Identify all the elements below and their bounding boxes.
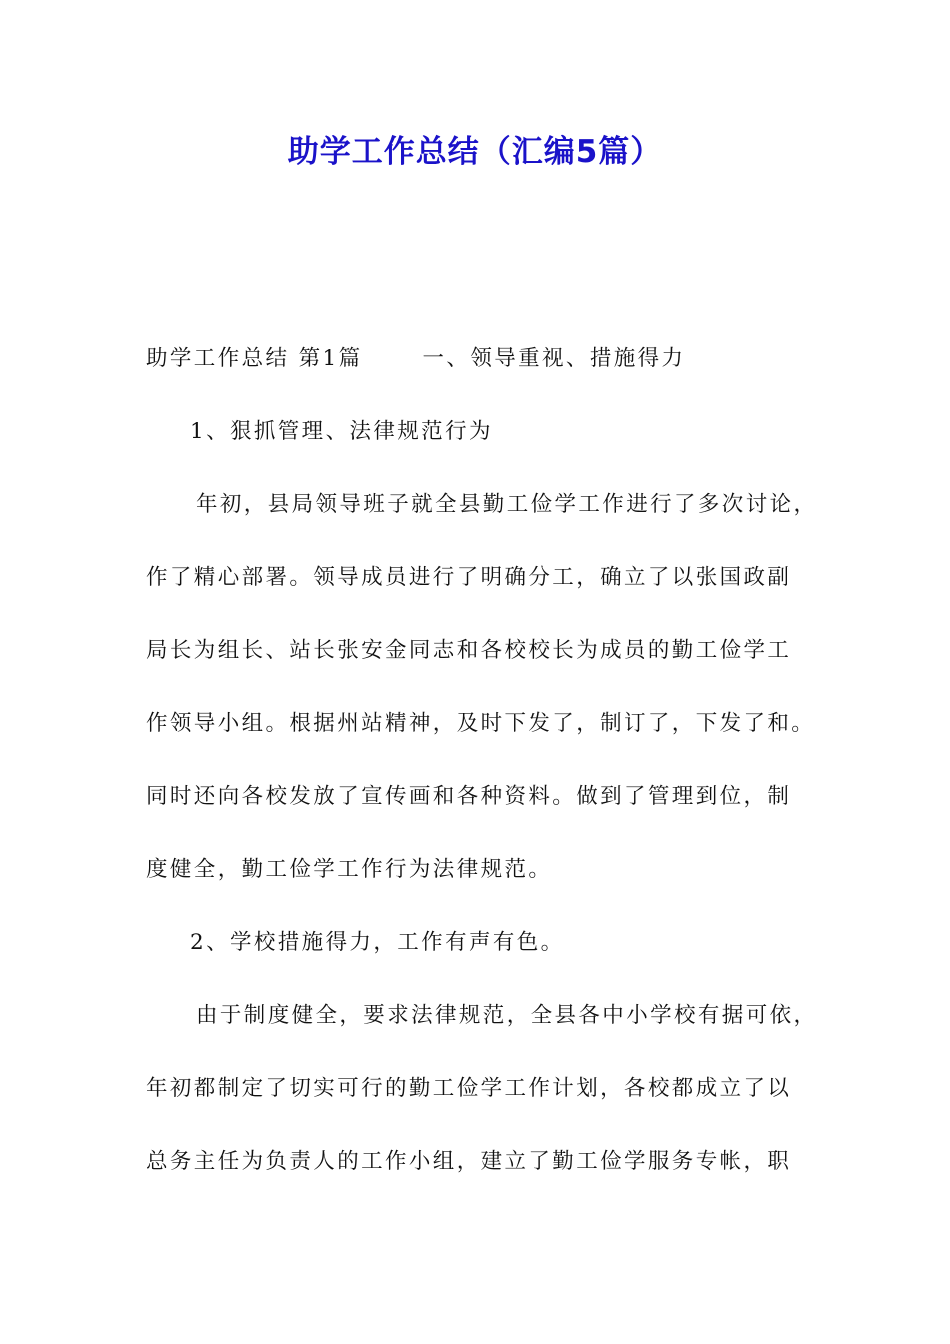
paragraph-line: 作领导小组。根据州站精神，及时下发了，制订了，下发了和。 <box>146 711 816 736</box>
subheading-1: 1、狠抓管理、法律规范行为 <box>190 419 493 444</box>
first-point-heading: 一、领导重视、措施得力 <box>422 346 686 371</box>
paragraph-line: 作了精心部署。领导成员进行了明确分工，确立了以张国政副 <box>146 565 792 590</box>
paragraph-line: 同时还向各校发放了宣传画和各种资料。做到了管理到位，制 <box>146 784 792 809</box>
subheading-2: 2、学校措施得力，工作有声有色。 <box>190 930 565 955</box>
paragraph-line: 总务主任为负责人的工作小组，建立了勤工俭学服务专帐，职 <box>146 1149 792 1174</box>
paragraph-line: 由于制度健全，要求法律规范，全县各中小学校有据可依， <box>196 1003 818 1028</box>
paragraph-line: 年初都制定了切实可行的勤工俭学工作计划，各校都成立了以 <box>146 1076 792 1101</box>
paragraph-line: 局长为组长、站长张安金同志和各校校长为成员的勤工俭学工 <box>146 638 792 663</box>
paragraph-line: 度健全，勤工俭学工作行为法律规范。 <box>146 857 553 882</box>
document-body <box>146 334 836 1210</box>
document-title: 助学工作总结（汇编5篇） <box>287 134 663 170</box>
section-heading-line <box>146 334 836 407</box>
section-heading: 助学工作总结 第1篇 <box>146 346 363 371</box>
paragraph-line: 年初，县局领导班子就全县勤工俭学工作进行了多次讨论， <box>196 492 818 517</box>
